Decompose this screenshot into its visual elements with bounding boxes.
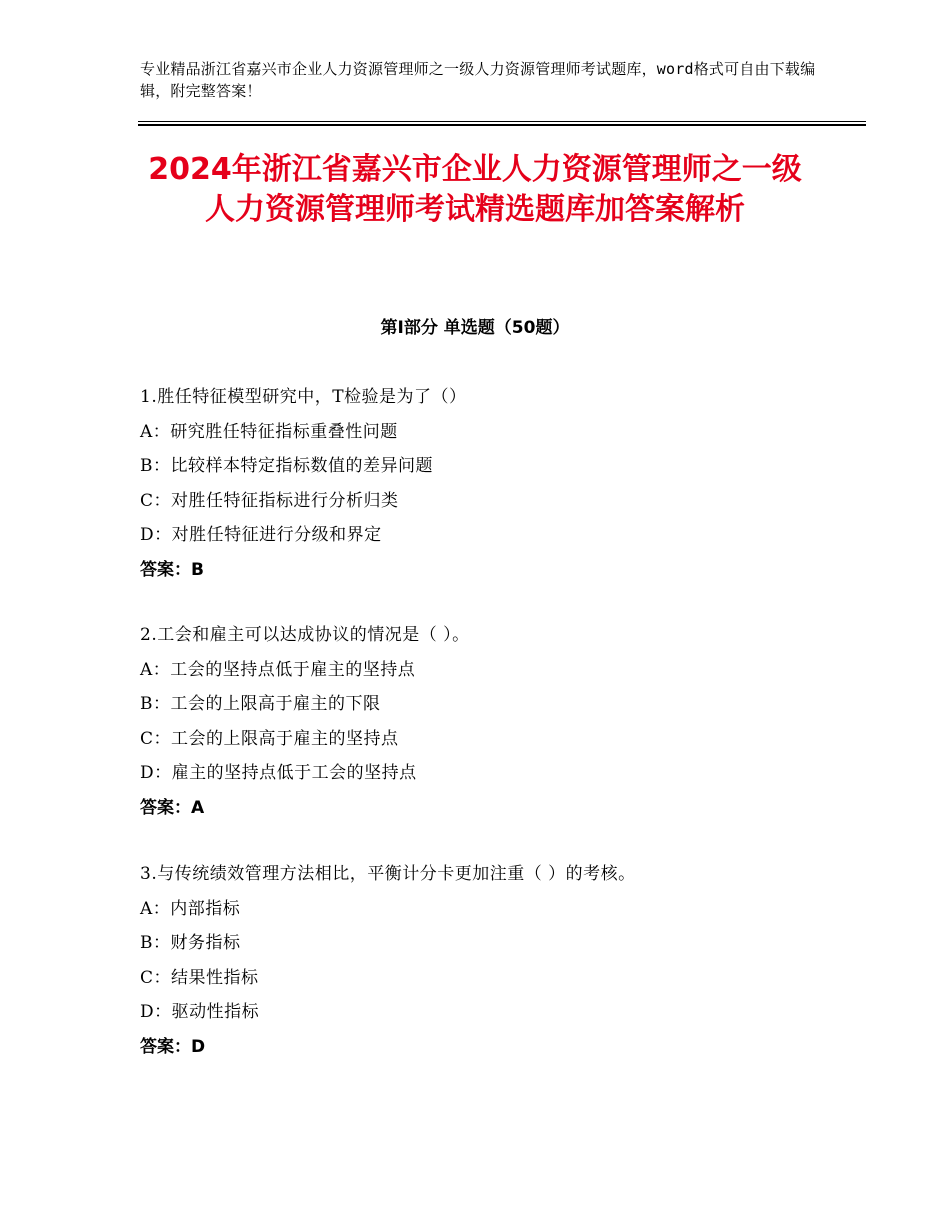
option-c: C：对胜任特征指标进行分析归类	[140, 490, 399, 511]
option-a: A：研究胜任特征指标重叠性问题	[140, 421, 398, 442]
question-stem: 1.胜任特征模型研究中，T检验是为了（）	[140, 387, 467, 407]
section-title: 第Ⅰ部分 单选题（50题）	[380, 318, 570, 338]
option-b: B：比较样本特定指标数值的差异问题	[140, 456, 433, 476]
header-note: 专业精品浙江省嘉兴市企业人力资源管理师之一级人力资源管理师考试题库，word格式可自由下载编辑，附完整答案！	[140, 60, 816, 100]
option-a: A：内部指标	[140, 898, 241, 919]
option-d: D：驱动性指标	[140, 1002, 260, 1022]
question-stem: 3.与传统绩效管理方法相比，平衡计分卡更加注重（ ）的考核。	[140, 864, 636, 884]
option-c: C：工会的上限高于雇主的坚持点	[140, 728, 399, 749]
option-d: D：雇主的坚持点低于工会的坚持点	[140, 763, 417, 783]
header-divider-thick	[138, 124, 866, 126]
question-3	[140, 857, 840, 1064]
header-divider	[138, 121, 866, 122]
question-2	[140, 618, 840, 825]
option-b: B：工会的上限高于雇主的下限	[140, 694, 381, 714]
option-d: D：对胜任特征进行分级和界定	[140, 525, 382, 545]
option-c: C：结果性指标	[140, 967, 259, 988]
option-b: B：财务指标	[140, 933, 241, 953]
question-stem: 2.工会和雇主可以达成协议的情况是（ ）。	[140, 625, 470, 645]
question-1	[140, 380, 840, 587]
answer: 答案：A	[140, 797, 205, 818]
option-a: A：工会的坚持点低于雇主的坚持点	[140, 659, 416, 680]
answer: 答案：B	[140, 559, 204, 580]
answer: 答案：D	[140, 1036, 206, 1057]
document-title: 2024年浙江省嘉兴市企业人力资源管理师之一级人力资源管理师考试精选题库加答案解析	[148, 152, 802, 227]
